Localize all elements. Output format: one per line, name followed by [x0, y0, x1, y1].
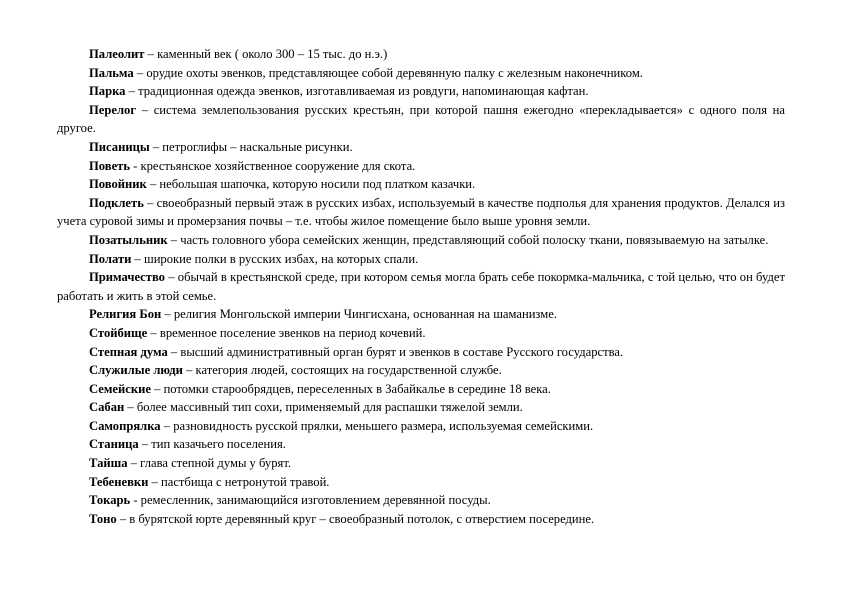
glossary-definition: – широкие полки в русских избах, на которых спали.	[131, 251, 419, 266]
glossary-term: Стойбище	[89, 325, 148, 340]
glossary-entry-samopryalka	[57, 417, 785, 436]
glossary-definition: – разновидность русской прялки, меньшего размера, используемая семейскими.	[160, 418, 594, 433]
glossary-entry-podklet	[57, 194, 785, 231]
glossary-list	[57, 45, 785, 528]
glossary-definition: - крестьянское хозяйственное сооружение для скота.	[130, 158, 416, 173]
glossary-definition: – религия Монгольской империи Чингисхана, основанная на шаманизме.	[161, 307, 557, 322]
glossary-term: Примачество	[89, 270, 165, 285]
glossary-definition: – обычай в крестьянской среде, при котором семья могла брать себе покормка-мальчика, с той целью, что он будет работать и жить в этой семье.	[57, 270, 785, 303]
glossary-definition: – потомки старообрядцев, переселенных в Забайкалье в середине 18 века.	[150, 381, 551, 396]
glossary-term: Подклеть	[89, 195, 144, 210]
glossary-entry-primachestvo	[57, 268, 785, 305]
glossary-definition: – временное поселение эвенков на период кочевий.	[147, 325, 426, 340]
glossary-entry-stepnaya-duma	[57, 343, 785, 362]
glossary-term: Токарь	[89, 493, 131, 508]
glossary-definition: – пастбища с нетронутой травой.	[148, 474, 330, 489]
glossary-entry-stoibishche	[57, 324, 785, 343]
glossary-entry-sluzhilye-lyudi	[57, 361, 785, 380]
glossary-entry-palma	[57, 64, 785, 83]
glossary-definition: - ремесленник, занимающийся изготовлением деревянной посуды.	[130, 493, 491, 508]
glossary-term: Перелог	[89, 102, 137, 117]
glossary-term: Станица	[89, 437, 139, 452]
glossary-term: Позатыльник	[89, 232, 168, 247]
glossary-entry-perelog	[57, 101, 785, 138]
glossary-term: Повойник	[89, 177, 147, 192]
glossary-definition: – высший административный орган бурят и эвенков в составе Русского государства.	[167, 344, 624, 359]
glossary-term: Служилые люди	[89, 363, 183, 378]
glossary-definition: – своеобразный первый этаж в русских избах, используемый в качестве подполья для хранения продуктов. Делался из учета суровой зимы и промерзания почвы – т.е. чтобы жилое помещение было выше уровня земли.	[57, 195, 785, 229]
glossary-entry-povoinik	[57, 175, 785, 194]
glossary-term: Пальма	[89, 65, 134, 80]
glossary-entry-parka	[57, 82, 785, 101]
glossary-term: Писаницы	[89, 139, 150, 154]
glossary-definition: – глава степной думы у бурят.	[127, 456, 292, 471]
glossary-entry-taisha	[57, 454, 785, 473]
glossary-entry-stanitsa	[57, 435, 785, 454]
glossary-definition: – категория людей, состоящих на государственной службе.	[182, 363, 502, 378]
glossary-entry-semeiskie	[57, 380, 785, 399]
glossary-term: Религия Бон	[89, 307, 162, 322]
glossary-term: Тоно	[89, 511, 117, 526]
glossary-definition: – более массивный тип сохи, применяемый для распашки тяжелой земли.	[124, 400, 523, 415]
glossary-entry-saban	[57, 398, 785, 417]
glossary-entry-pozatylnik	[57, 231, 785, 250]
glossary-entry-pisanitsy	[57, 138, 785, 157]
glossary-definition: – орудие охоты эвенков, представляющее собой деревянную палку с железным наконечником.	[133, 65, 643, 80]
glossary-term: Полати	[89, 251, 132, 266]
glossary-term: Поветь	[89, 158, 131, 173]
glossary-term: Палеолит	[89, 47, 145, 61]
glossary-entry-tokar	[57, 491, 785, 510]
glossary-definition: – часть головного убора семейских женщин, представляющий собой полоску ткани, повязываемую на затылке.	[167, 232, 769, 247]
glossary-term: Сабан	[89, 400, 125, 415]
glossary-entry-tono	[57, 510, 785, 529]
glossary-definition: – система землепользования русских крестьян, при которой пашня ежегодно «перекладывается» с одного поля на другое.	[57, 102, 785, 136]
glossary-definition: – в бурятской юрте деревянный круг – своеобразный потолок, с отверстием посередине.	[116, 511, 595, 526]
glossary-term: Парка	[89, 84, 126, 99]
glossary-term: Тайша	[89, 456, 128, 471]
glossary-term: Семейские	[89, 381, 151, 396]
glossary-definition: – каменный век ( около 300 – 15 тыс. до н.э.)	[144, 47, 388, 61]
glossary-entry-povet	[57, 157, 785, 176]
glossary-definition: – традиционная одежда эвенков, изготавливаемая из ровдуги, напоминающая кафтан.	[125, 84, 589, 99]
glossary-term: Самопрялка	[89, 418, 161, 433]
glossary-entry-paleolit	[57, 45, 785, 64]
glossary-definition: – тип казачьего поселения.	[138, 437, 286, 452]
glossary-term: Степная дума	[89, 344, 168, 359]
glossary-definition: – небольшая шапочка, которую носили под платком казачки.	[146, 177, 476, 192]
glossary-definition: – петроглифы – наскальные рисунки.	[149, 139, 353, 154]
glossary-term: Тебеневки	[89, 474, 149, 489]
glossary-entry-polati	[57, 250, 785, 269]
glossary-entry-religiya-bon	[57, 305, 785, 324]
glossary-entry-tebenevki	[57, 473, 785, 492]
